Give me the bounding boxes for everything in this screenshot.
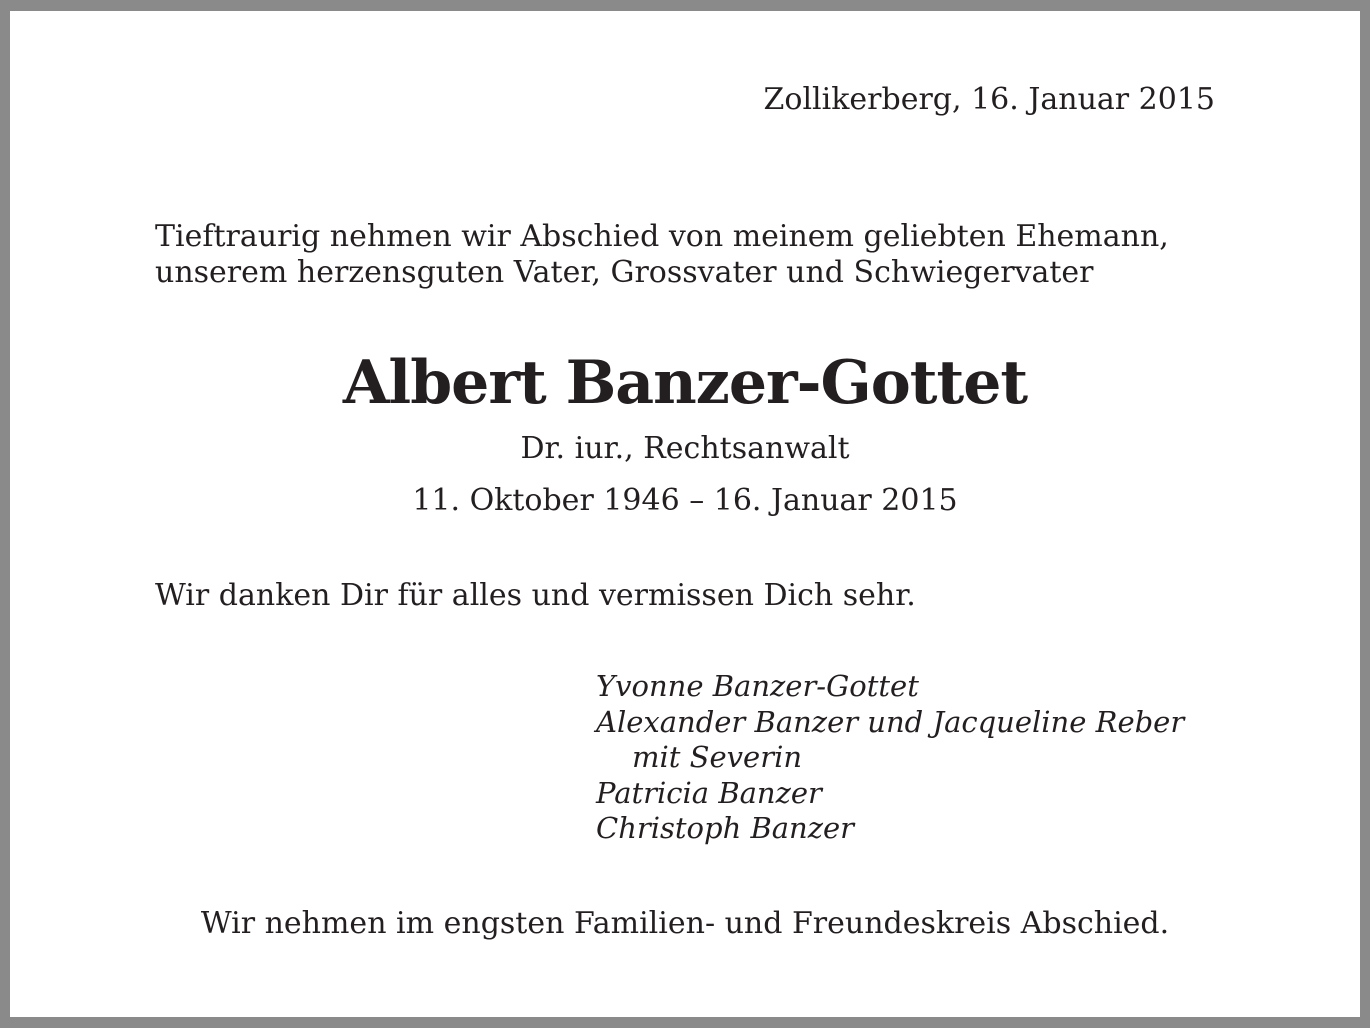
intro-line-1: Tieftraurig nehmen wir Abschied von meinem geliebten Ehemann, xyxy=(155,219,1169,254)
mourner-name: Yvonne Banzer-Gottet xyxy=(596,669,919,703)
mourner-name: Alexander Banzer und Jacqueline Reber xyxy=(596,704,1185,739)
life-dates: 11. Oktober 1946 – 16. Januar 2015 xyxy=(412,483,958,518)
deceased-name: Albert Banzer-Gottet xyxy=(342,348,1028,418)
closing-message: Wir nehmen im engsten Familien- und Freundeskreis Abschied. xyxy=(200,906,1170,941)
intro-line-2: unserem herzensguten Vater, Grossvater und Schwiegervater xyxy=(155,255,1094,290)
mourner-name: Patricia Banzer xyxy=(596,775,822,810)
thanks-message: Wir danken Dir für alles und vermissen Dich sehr. xyxy=(155,578,916,613)
mourner-name: Christoph Banzer xyxy=(596,811,855,845)
deceased-title: Dr. iur., Rechtsanwalt xyxy=(520,431,850,466)
mourners-list xyxy=(596,669,1184,847)
place-date: Zollikerberg, 16. Januar 2015 xyxy=(763,82,1215,117)
mourner-name: mit Severin xyxy=(632,740,803,774)
obituary-notice xyxy=(10,11,1360,1017)
